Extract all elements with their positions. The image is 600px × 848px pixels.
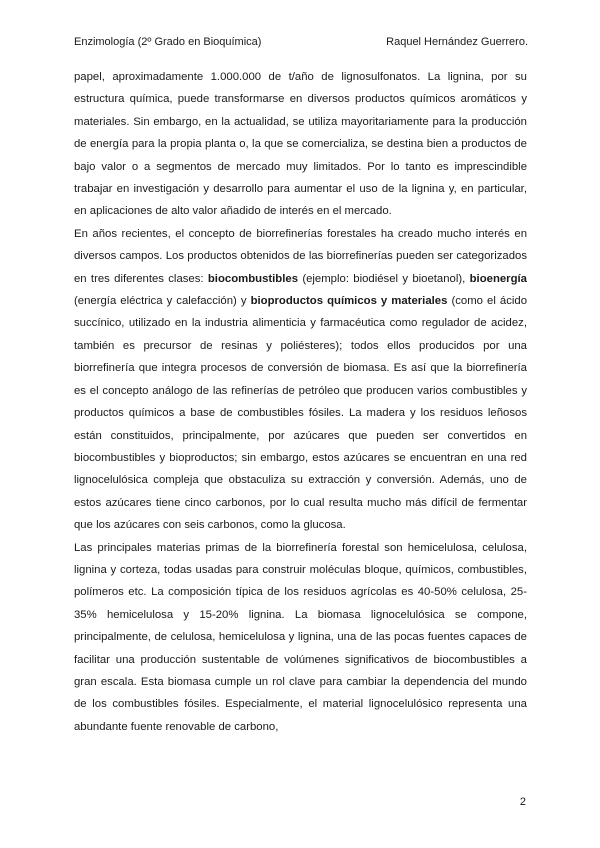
paragraph — [74, 537, 527, 739]
page-number: 2 — [519, 796, 526, 808]
text-run: (ejemplo: biodiésel y bioetanol), — [298, 272, 470, 285]
paragraph — [74, 223, 527, 537]
page-header — [74, 36, 528, 48]
body-text — [74, 66, 527, 738]
text-run: Las principales materias primas de la biorrefinería forestal son hemicelulosa, celulosa, lignina y corteza, todas usadas para construir moléculas bloque, químicos, combustibles, polímeros etc. La composición típica de los residuos agrícolas es 40-50% celulosa, 25-35% hemicelulosa y 15-20% lignina. La biomasa lignocelulósica se compone, principalmente, de celulosa, hemicelulosa y lignina, una de las pocas fuentes capaces de facilitar una producción sustentable de volúmenes significativos de biocombustibles a gran escala. Esta biomasa cumple un rol clave para cambiar la dependencia del mundo de los combustibles fósiles. Especialmente, el material lignocelulósico representa una abundante fuente renovable de carbono, — [74, 541, 527, 733]
header-author: Raquel Hernández Guerrero. — [386, 36, 528, 48]
text-run: (energía eléctrica y calefacción) y — [74, 295, 251, 308]
bold-term: biocombustibles — [207, 272, 299, 285]
text-run: papel, aproximadamente 1.000.000 de t/año de lignosulfonatos. La lignina, por su estructura química, puede transformarse en diversos productos químicos aromáticos y materiales. Sin embargo, en la actualidad, se utiliza mayoritariamente para la producción de energía para la propia planta o, la que se comercializa, se destina bien a productos de bajo valor o a segmentos de mercado muy limitados. Por lo tanto es imprescindible trabajar en investigación y desarrollo para aumentar el uso de la lignina y, en particular, en aplicaciones de alto valor añadido de interés en el mercado. — [74, 71, 527, 218]
header-course-title: Enzimología (2º Grado en Bioquímica) — [74, 36, 262, 48]
text-run: En años recientes, el concepto de biorrefinerías forestales ha creado mucho interés en diversos campos. Los productos obtenidos de las biorrefinerías pueden ser categorizados en tres diferentes clases: — [74, 227, 527, 285]
bold-term: bioenergía — [469, 272, 527, 285]
bold-term: bioproductos químicos y materiales — [250, 295, 448, 308]
text-run: (como el ácido succínico, utilizado en la industria alimenticia y farmacéutica como regulador de acidez, también es precursor de resinas y poliésteres); todos ellos producidos por una biorrefinería que integra procesos de conversión de biomasa. Es así que la biorrefinería es el concepto análogo de las refinerías de petróleo que producen varios combustibles y productos químicos a base de combustibles fósiles. La madera y los residuos leñosos están constituidos, principalmente, por azúcares que pueden ser convertidos en biocombustibles y bioproductos; sin embargo, estos azúcares se encuentran en una red lignocelulósica compleja que obstaculiza su extracción y conversión. Además, uno de estos azúcares tiene cinco carbonos, por lo cual resulta mucho más difícil de fermentar que los azúcares con seis carbonos, como la glucosa. — [74, 295, 527, 532]
paragraph — [74, 66, 527, 223]
